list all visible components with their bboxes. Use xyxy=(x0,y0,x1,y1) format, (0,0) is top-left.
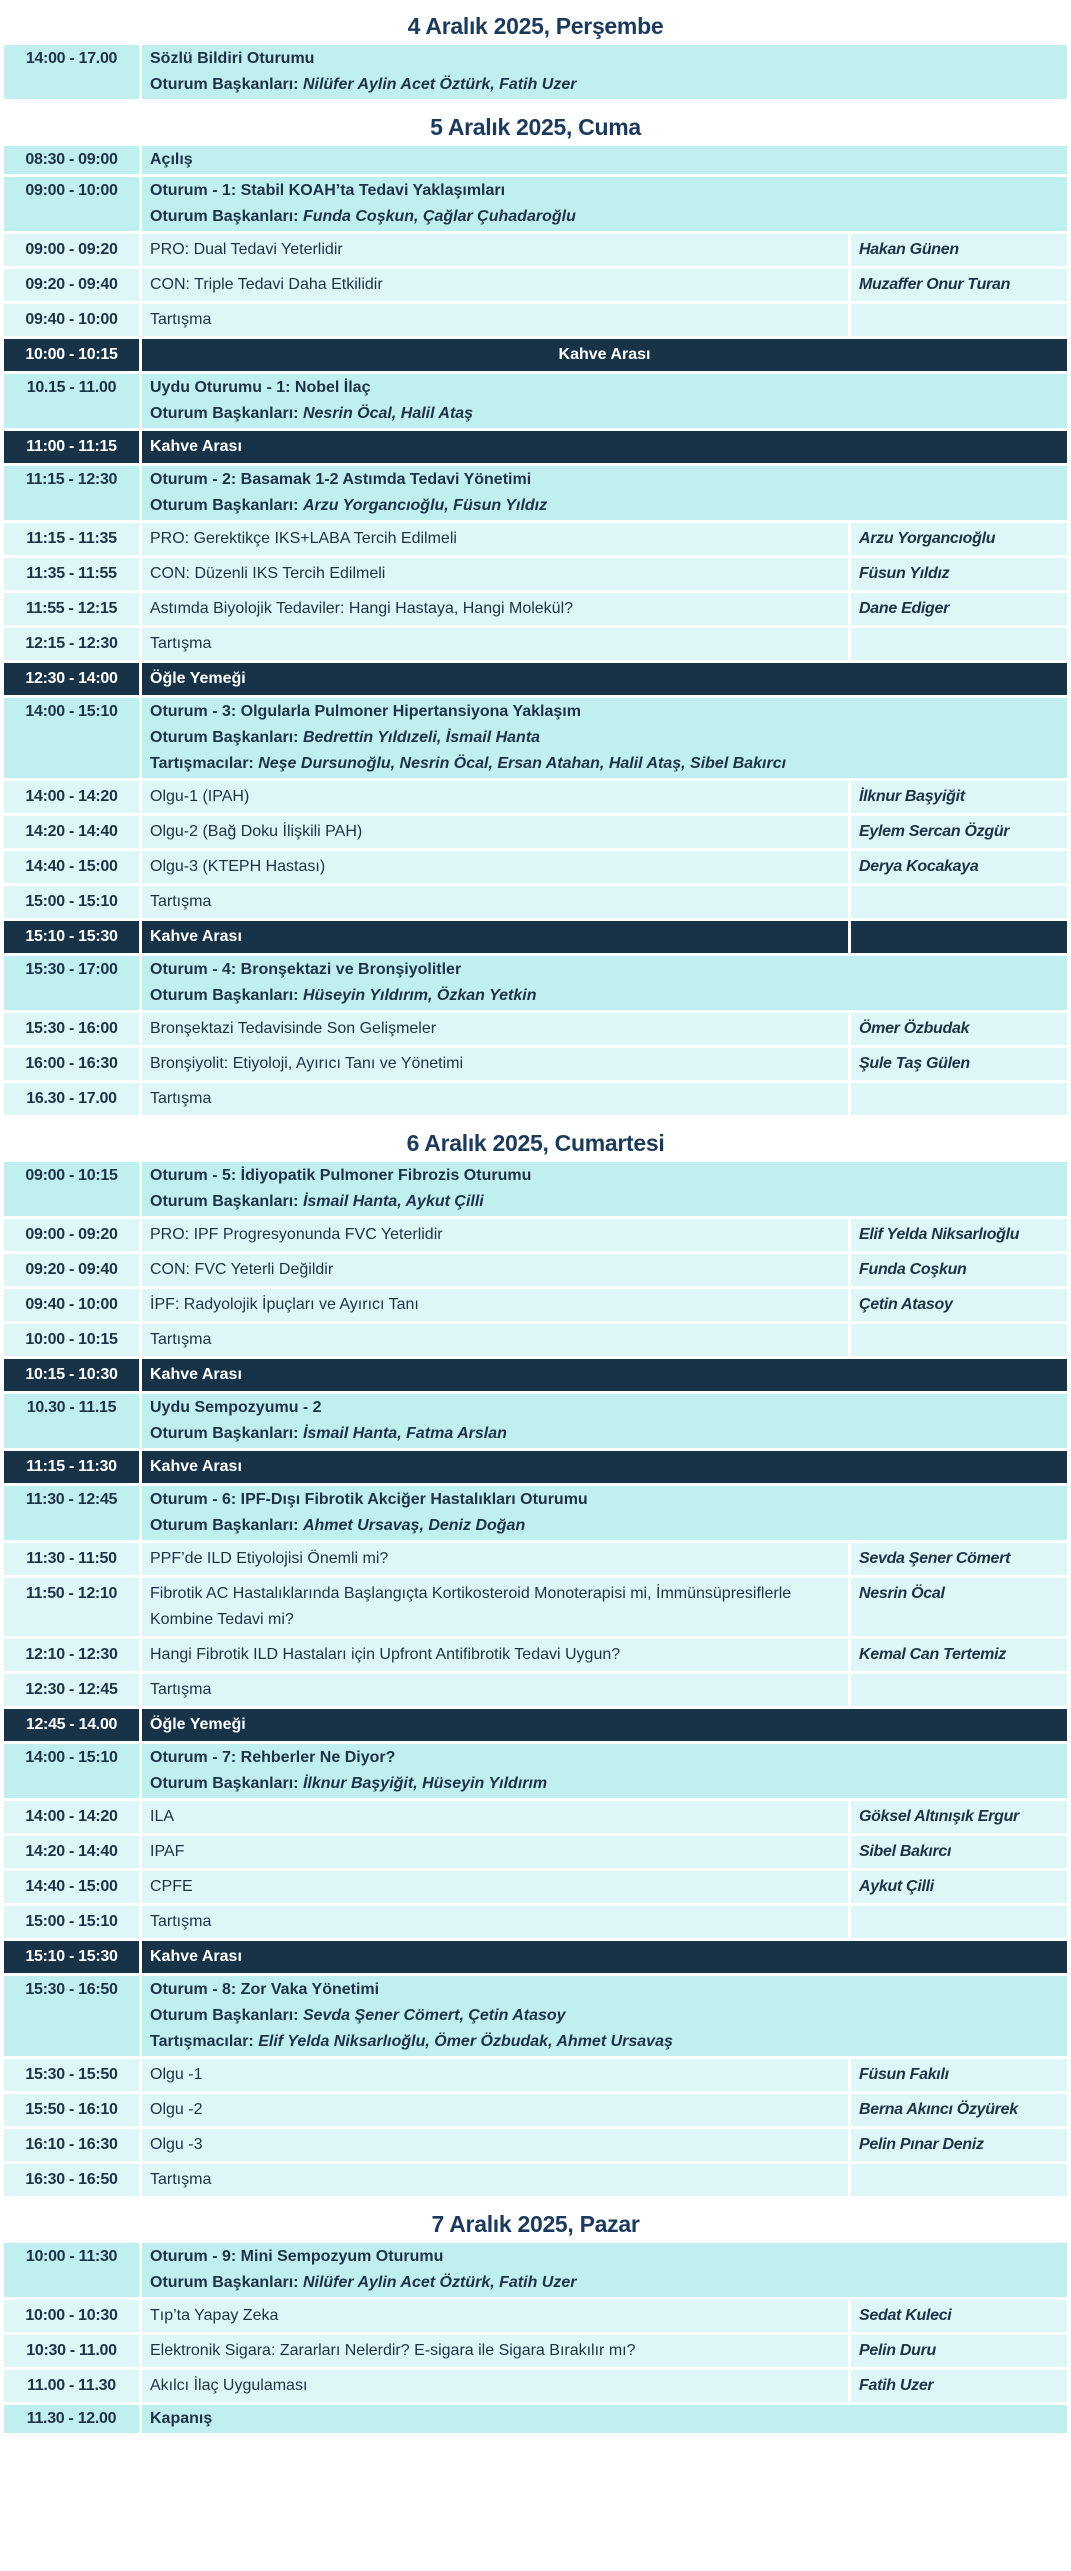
schedule-row xyxy=(4,339,1067,371)
schedule-row xyxy=(4,1578,1067,1636)
talk-title: PPF’de ILD Etiyolojisi Önemli mi? xyxy=(142,1543,848,1575)
time-slot: 14:00 - 14:20 xyxy=(4,781,142,813)
talk-title: IPAF xyxy=(142,1836,848,1868)
schedule-row xyxy=(4,1906,1067,1938)
time-slot: 11.30 - 12.00 xyxy=(4,2405,142,2433)
schedule-row xyxy=(4,2094,1067,2126)
talk-title: Elektronik Sigara: Zararları Nelerdir? E-sigara ile Sigara Bırakılır mı? xyxy=(142,2335,848,2367)
session-chairs xyxy=(150,204,1059,230)
schedule-row xyxy=(4,1048,1067,1080)
day-title: 7 Aralık 2025, Pazar xyxy=(431,2211,640,2237)
speaker-name: Eylem Sercan Özgür xyxy=(848,816,1067,848)
session-title: Kapanış xyxy=(150,2410,213,2427)
speaker-name xyxy=(848,628,1067,660)
chairs-names: İlknur Başyiğit, Hüseyin Yıldırım xyxy=(302,1775,548,1792)
talk-title: PRO: IPF Progresyonunda FVC Yeterlidir xyxy=(142,1219,848,1251)
time-slot: 14:00 - 14:20 xyxy=(4,1801,142,1833)
schedule-row xyxy=(4,1639,1067,1671)
session-chairs xyxy=(150,2270,1059,2296)
chairs-names: Sevda Şener Cömert, Çetin Atasoy xyxy=(302,2007,566,2024)
talk-title: Tartışma xyxy=(142,1083,848,1115)
speaker-name: Funda Coşkun xyxy=(848,1254,1067,1286)
panelists-names: Neşe Dursunoğlu, Nesrin Öcal, Ersan Atahan, Halil Ataş, Sibel Bakırcı xyxy=(258,755,787,772)
time-slot: 15:50 - 16:10 xyxy=(4,2094,142,2126)
talk-title: Olgu -2 xyxy=(142,2094,848,2126)
schedule-row xyxy=(4,816,1067,848)
break-label: Öğle Yemeği xyxy=(142,663,1067,695)
time-slot: 10.30 - 11.15 xyxy=(4,1394,142,1448)
chairs-label: Oturum Başkanları: xyxy=(150,1425,299,1442)
chairs-names: Bedrettin Yıldızeli, İsmail Hanta xyxy=(302,729,541,746)
speaker-name xyxy=(848,1674,1067,1706)
time-slot: 16:00 - 16:30 xyxy=(4,1048,142,1080)
schedule-row xyxy=(4,956,1067,1010)
talk-title: Tartışma xyxy=(142,2164,848,2196)
chairs-names: İsmail Hanta, Aykut Çilli xyxy=(302,1193,484,1210)
schedule-row xyxy=(4,1219,1067,1251)
talk-title: Akılcı İlaç Uygulaması xyxy=(142,2370,848,2402)
talk-title: ILA xyxy=(142,1801,848,1833)
schedule-row xyxy=(4,374,1067,428)
schedule-row xyxy=(4,1836,1067,1868)
schedule-row xyxy=(4,921,1067,953)
chairs-label: Oturum Başkanları: xyxy=(150,987,299,1004)
talk-title: PRO: Dual Tedavi Yeterlidir xyxy=(142,234,848,266)
chairs-names: İsmail Hanta, Fatma Arslan xyxy=(302,1425,507,1442)
speaker-name: Elif Yelda Niksarlıoğlu xyxy=(848,1219,1067,1251)
session-chairs xyxy=(150,1513,1059,1539)
schedule-row xyxy=(4,466,1067,520)
chairs-label: Oturum Başkanları: xyxy=(150,1517,299,1534)
talk-title: CON: FVC Yeterli Değildir xyxy=(142,1254,848,1286)
chairs-names: Hüseyin Yıldırım, Özkan Yetkin xyxy=(302,987,537,1004)
time-slot: 09:00 - 09:20 xyxy=(4,234,142,266)
chairs-label: Oturum Başkanları: xyxy=(150,208,299,225)
schedule-row xyxy=(4,2300,1067,2332)
speaker-name: Fatih Uzer xyxy=(848,2370,1067,2402)
panelists-names: Elif Yelda Niksarlıoğlu, Ömer Özbudak, Ahmet Ursavaş xyxy=(258,2033,673,2050)
session-chairs xyxy=(150,401,1059,427)
session-cell xyxy=(142,956,1067,1010)
schedule-table xyxy=(4,143,1067,1118)
talk-title: Fibrotik AC Hastalıklarında Başlangıçta Kortikosteroid Monoterapisi mi, İmmünsüpresiflerle Kombine Tedavi mi? xyxy=(142,1578,848,1636)
chairs-label: Oturum Başkanları: xyxy=(150,497,299,514)
chairs-label: Oturum Başkanları: xyxy=(150,1193,299,1210)
schedule-row xyxy=(4,628,1067,660)
speaker-name: Pelin Pınar Deniz xyxy=(848,2129,1067,2161)
schedule-row xyxy=(4,1976,1067,2056)
speaker-name xyxy=(848,1324,1067,1356)
schedule-row xyxy=(4,1709,1067,1741)
session-title: Uydu Sempozyumu - 2 xyxy=(150,1399,322,1416)
talk-title: PRO: Gerektikçe IKS+LABA Tercih Edilmeli xyxy=(142,523,848,555)
time-slot: 10:00 - 11:30 xyxy=(4,2243,142,2297)
speaker-name: Dane Ediger xyxy=(848,593,1067,625)
speaker-name: Çetin Atasoy xyxy=(848,1289,1067,1321)
time-slot: 11:35 - 11:55 xyxy=(4,558,142,590)
schedule-row xyxy=(4,1486,1067,1540)
time-slot: 14:00 - 15:10 xyxy=(4,1744,142,1798)
speaker-name: Aykut Çilli xyxy=(848,1871,1067,1903)
chairs-label: Oturum Başkanları: xyxy=(150,729,299,746)
time-slot: 10:00 - 10:30 xyxy=(4,2300,142,2332)
session-cell xyxy=(142,1486,1067,1540)
time-slot: 15:30 - 16:00 xyxy=(4,1013,142,1045)
speaker-name: Füsun Fakılı xyxy=(848,2059,1067,2091)
break-label: Kahve Arası xyxy=(142,339,1067,371)
schedule-row xyxy=(4,1359,1067,1391)
schedule-row xyxy=(4,1013,1067,1045)
chairs-label: Oturum Başkanları: xyxy=(150,2274,299,2291)
schedule-row xyxy=(4,234,1067,266)
session-title: Oturum - 3: Olgularla Pulmoner Hipertansiyona Yaklaşım xyxy=(150,703,581,720)
speaker-name: Füsun Yıldız xyxy=(848,558,1067,590)
schedule-row xyxy=(4,781,1067,813)
time-slot: 10.15 - 11.00 xyxy=(4,374,142,428)
session-chairs xyxy=(150,725,1059,751)
time-slot: 12:30 - 14:00 xyxy=(4,663,142,695)
session-title: Oturum - 7: Rehberler Ne Diyor? xyxy=(150,1749,396,1766)
session-cell xyxy=(142,1162,1067,1216)
time-slot: 15:30 - 15:50 xyxy=(4,2059,142,2091)
time-slot: 11:55 - 12:15 xyxy=(4,593,142,625)
session-chairs xyxy=(150,72,1059,98)
session-title: Uydu Oturumu - 1: Nobel İlaç xyxy=(150,379,371,396)
schedule-row xyxy=(4,593,1067,625)
talk-title: Tartışma xyxy=(142,304,848,336)
session-title: Oturum - 6: IPF-Dışı Fibrotik Akciğer Hastalıkları Oturumu xyxy=(150,1491,588,1508)
time-slot: 10:00 - 10:15 xyxy=(4,1324,142,1356)
chairs-names: Nesrin Öcal, Halil Ataş xyxy=(302,405,474,422)
session-title: Oturum - 9: Mini Sempozyum Oturumu xyxy=(150,2248,444,2265)
chairs-names: Ahmet Ursavaş, Deniz Doğan xyxy=(302,1517,526,1534)
break-label: Kahve Arası xyxy=(142,431,1067,463)
schedule-row xyxy=(4,1543,1067,1575)
chairs-names: Nilüfer Aylin Acet Öztürk, Fatih Uzer xyxy=(302,2274,577,2291)
time-slot: 15:10 - 15:30 xyxy=(4,1941,142,1973)
talk-title: CON: Düzenli IKS Tercih Edilmeli xyxy=(142,558,848,590)
schedule-row xyxy=(4,146,1067,174)
session-cell xyxy=(142,1394,1067,1448)
schedule-row xyxy=(4,2243,1067,2297)
schedule-row xyxy=(4,1254,1067,1286)
speaker-name: Arzu Yorgancıoğlu xyxy=(848,523,1067,555)
break-label: Kahve Arası xyxy=(142,1359,1067,1391)
session-title: Oturum - 5: İdiyopatik Pulmoner Fibrozis Oturumu xyxy=(150,1167,532,1184)
time-slot: 11:15 - 11:35 xyxy=(4,523,142,555)
session-chairs xyxy=(150,983,1059,1009)
time-slot: 12:15 - 12:30 xyxy=(4,628,142,660)
time-slot: 11:00 - 11:15 xyxy=(4,431,142,463)
time-slot: 09:20 - 09:40 xyxy=(4,1254,142,1286)
talk-title: Olgu-2 (Bağ Doku İlişkili PAH) xyxy=(142,816,848,848)
talk-title: Olgu -3 xyxy=(142,2129,848,2161)
day-title: 4 Aralık 2025, Perşembe xyxy=(407,13,664,39)
session-chairs xyxy=(150,1421,1059,1447)
time-slot: 11:30 - 11:50 xyxy=(4,1543,142,1575)
speaker-name: Derya Kocakaya xyxy=(848,851,1067,883)
session-cell xyxy=(142,466,1067,520)
time-slot: 09:00 - 09:20 xyxy=(4,1219,142,1251)
speaker-name: İlknur Başyiğit xyxy=(848,781,1067,813)
schedule-row xyxy=(4,698,1067,778)
talk-title: Tartışma xyxy=(142,1674,848,1706)
time-slot: 16:10 - 16:30 xyxy=(4,2129,142,2161)
time-slot: 11:15 - 12:30 xyxy=(4,466,142,520)
schedule-row xyxy=(4,177,1067,231)
session-title: Sözlü Bildiri Oturumu xyxy=(150,50,315,67)
schedule-row xyxy=(4,1451,1067,1483)
talk-title: Bronşektazi Tedavisinde Son Gelişmeler xyxy=(142,1013,848,1045)
session-cell xyxy=(142,1976,1067,2056)
speaker-name xyxy=(848,886,1067,918)
schedule-row xyxy=(4,1674,1067,1706)
schedule-row xyxy=(4,1394,1067,1448)
session-cell xyxy=(142,374,1067,428)
session-cell xyxy=(142,2405,1067,2433)
talk-title: CPFE xyxy=(142,1871,848,1903)
break-label: Kahve Arası xyxy=(142,1451,1067,1483)
day-title: 5 Aralık 2025, Cuma xyxy=(430,114,641,140)
time-slot: 14:00 - 15:10 xyxy=(4,698,142,778)
program-page xyxy=(0,11,1071,2436)
schedule-row xyxy=(4,558,1067,590)
panelists-label: Tartışmacılar: xyxy=(150,755,254,772)
speaker-name xyxy=(848,304,1067,336)
session-chairs xyxy=(150,1771,1059,1797)
break-label: Kahve Arası xyxy=(142,1941,1067,1973)
session-title: Oturum - 1: Stabil KOAH’ta Tedavi Yaklaşımları xyxy=(150,182,506,199)
schedule-row xyxy=(4,663,1067,695)
schedule-table xyxy=(4,2240,1067,2436)
schedule-row xyxy=(4,1941,1067,1973)
time-slot: 14:20 - 14:40 xyxy=(4,816,142,848)
speaker-name: Sevda Şener Cömert xyxy=(848,1543,1067,1575)
schedule-row xyxy=(4,2405,1067,2433)
chairs-label: Oturum Başkanları: xyxy=(150,405,299,422)
session-cell xyxy=(142,1744,1067,1798)
schedule-row xyxy=(4,1324,1067,1356)
session-panelists xyxy=(150,751,1059,777)
talk-title: Tartışma xyxy=(142,628,848,660)
session-cell xyxy=(142,698,1067,778)
chairs-label: Oturum Başkanları: xyxy=(150,2007,299,2024)
speaker-name xyxy=(848,1906,1067,1938)
speaker-name: Berna Akıncı Özyürek xyxy=(848,2094,1067,2126)
time-slot: 09:00 - 10:00 xyxy=(4,177,142,231)
schedule-row xyxy=(4,2370,1067,2402)
schedule-table xyxy=(4,42,1067,102)
speaker-name: Kemal Can Tertemiz xyxy=(848,1639,1067,1671)
time-slot: 12:10 - 12:30 xyxy=(4,1639,142,1671)
speaker-name: Hakan Günen xyxy=(848,234,1067,266)
speaker-name: Ömer Özbudak xyxy=(848,1013,1067,1045)
break-empty-cell xyxy=(848,921,1067,953)
speaker-name: Muzaffer Onur Turan xyxy=(848,269,1067,301)
time-slot: 11:30 - 12:45 xyxy=(4,1486,142,1540)
schedule-row xyxy=(4,886,1067,918)
schedule-row xyxy=(4,304,1067,336)
speaker-name: Sedat Kuleci xyxy=(848,2300,1067,2332)
time-slot: 14:00 - 17.00 xyxy=(4,45,142,99)
speaker-name: Nesrin Öcal xyxy=(848,1578,1067,1636)
schedule-row xyxy=(4,523,1067,555)
time-slot: 11:50 - 12:10 xyxy=(4,1578,142,1636)
time-slot: 09:40 - 10:00 xyxy=(4,1289,142,1321)
speaker-name xyxy=(848,2164,1067,2196)
talk-title: Tıp’ta Yapay Zeka xyxy=(142,2300,848,2332)
time-slot: 15:30 - 16:50 xyxy=(4,1976,142,2056)
speaker-name: Şule Taş Gülen xyxy=(848,1048,1067,1080)
chairs-names: Funda Coşkun, Çağlar Çuhadaroğlu xyxy=(302,208,576,225)
time-slot: 08:30 - 09:00 xyxy=(4,146,142,174)
time-slot: 09:00 - 10:15 xyxy=(4,1162,142,1216)
time-slot: 11.00 - 11.30 xyxy=(4,2370,142,2402)
time-slot: 14:40 - 15:00 xyxy=(4,851,142,883)
talk-title: CON: Triple Tedavi Daha Etkilidir xyxy=(142,269,848,301)
time-slot: 15:00 - 15:10 xyxy=(4,886,142,918)
speaker-name xyxy=(848,1083,1067,1115)
session-chairs xyxy=(150,2003,1059,2029)
schedule-row xyxy=(4,1744,1067,1798)
schedule-row xyxy=(4,431,1067,463)
time-slot: 16:30 - 16:50 xyxy=(4,2164,142,2196)
time-slot: 10:00 - 10:15 xyxy=(4,339,142,371)
time-slot: 16.30 - 17.00 xyxy=(4,1083,142,1115)
time-slot: 15:10 - 15:30 xyxy=(4,921,142,953)
session-panelists xyxy=(150,2029,1059,2055)
talk-title: Bronşiyolit: Etiyoloji, Ayırıcı Tanı ve Yönetimi xyxy=(142,1048,848,1080)
schedule-row xyxy=(4,851,1067,883)
time-slot: 14:40 - 15:00 xyxy=(4,1871,142,1903)
schedule-row xyxy=(4,1162,1067,1216)
session-cell xyxy=(142,146,1067,174)
schedule-row xyxy=(4,2059,1067,2091)
talk-title: Olgu-1 (IPAH) xyxy=(142,781,848,813)
time-slot: 10:15 - 10:30 xyxy=(4,1359,142,1391)
talk-title: İPF: Radyolojik İpuçları ve Ayırıcı Tanı xyxy=(142,1289,848,1321)
time-slot: 09:20 - 09:40 xyxy=(4,269,142,301)
chairs-label: Oturum Başkanları: xyxy=(150,1775,299,1792)
schedule-table xyxy=(4,1159,1067,2199)
break-label: Kahve Arası xyxy=(142,921,848,953)
schedule-row xyxy=(4,2129,1067,2161)
time-slot: 12:45 - 14.00 xyxy=(4,1709,142,1741)
panelists-label: Tartışmacılar: xyxy=(150,2033,254,2050)
session-chairs xyxy=(150,1189,1059,1215)
session-title: Oturum - 4: Bronşektazi ve Bronşiyolitler xyxy=(150,961,462,978)
break-label: Öğle Yemeği xyxy=(142,1709,1067,1741)
talk-title: Tartışma xyxy=(142,1324,848,1356)
time-slot: 11:15 - 11:30 xyxy=(4,1451,142,1483)
schedule-row xyxy=(4,1289,1067,1321)
time-slot: 15:30 - 17:00 xyxy=(4,956,142,1010)
time-slot: 09:40 - 10:00 xyxy=(4,304,142,336)
session-cell xyxy=(142,177,1067,231)
time-slot: 12:30 - 12:45 xyxy=(4,1674,142,1706)
session-title: Oturum - 8: Zor Vaka Yönetimi xyxy=(150,1981,380,1998)
schedule-row xyxy=(4,1871,1067,1903)
time-slot: 14:20 - 14:40 xyxy=(4,1836,142,1868)
schedule-row xyxy=(4,45,1067,99)
talk-title: Astımda Biyolojik Tedaviler: Hangi Hastaya, Hangi Molekül? xyxy=(142,593,848,625)
session-title: Oturum - 2: Basamak 1-2 Astımda Tedavi Yönetimi xyxy=(150,471,532,488)
time-slot: 10:30 - 11.00 xyxy=(4,2335,142,2367)
speaker-name: Göksel Altınışık Ergur xyxy=(848,1801,1067,1833)
schedule-row xyxy=(4,1801,1067,1833)
day-title: 6 Aralık 2025, Cumartesi xyxy=(406,1130,665,1156)
session-chairs xyxy=(150,493,1059,519)
talk-title: Tartışma xyxy=(142,1906,848,1938)
schedule-row xyxy=(4,269,1067,301)
talk-title: Tartışma xyxy=(142,886,848,918)
session-cell xyxy=(142,45,1067,99)
session-cell xyxy=(142,2243,1067,2297)
schedule-row xyxy=(4,2335,1067,2367)
talk-title: Olgu -1 xyxy=(142,2059,848,2091)
talk-title: Hangi Fibrotik ILD Hastaları için Upfront Antifibrotik Tedavi Uygun? xyxy=(142,1639,848,1671)
schedule-row xyxy=(4,1083,1067,1115)
time-slot: 15:00 - 15:10 xyxy=(4,1906,142,1938)
speaker-name: Pelin Duru xyxy=(848,2335,1067,2367)
talk-title: Olgu-3 (KTEPH Hastası) xyxy=(142,851,848,883)
chairs-label: Oturum Başkanları: xyxy=(150,76,299,93)
speaker-name: Sibel Bakırcı xyxy=(848,1836,1067,1868)
chairs-names: Arzu Yorgancıoğlu, Füsun Yıldız xyxy=(302,497,548,514)
session-title: Açılış xyxy=(150,151,193,168)
schedule-row xyxy=(4,2164,1067,2196)
chairs-names: Nilüfer Aylin Acet Öztürk, Fatih Uzer xyxy=(302,76,577,93)
